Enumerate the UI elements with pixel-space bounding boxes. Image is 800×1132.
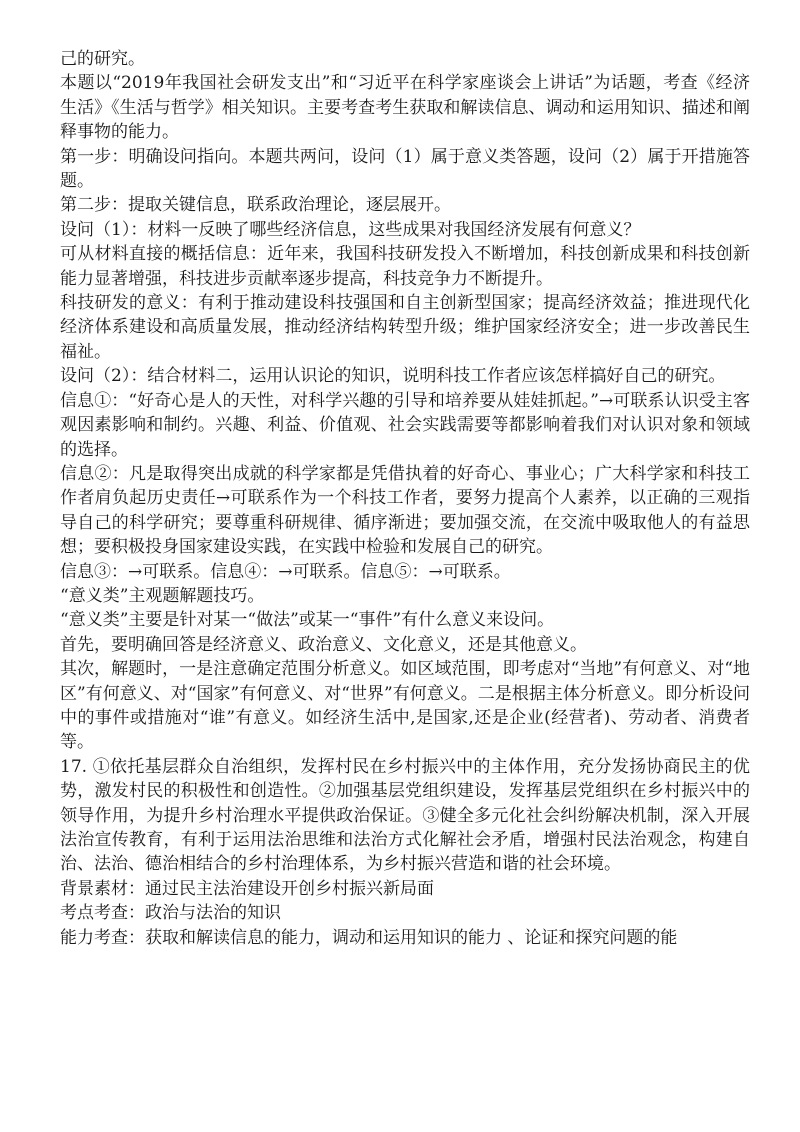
paragraph: 背景素材：通过民主法治建设开创乡村振兴新局面: [60, 878, 434, 899]
paragraph: 科技研发的意义：有利于推动建设科技强国和自主创新型国家；提高经济效益；推进现代化经济体系建设和高质量发展，推动经济结构转型升级；维护国家经济安全；进一步改善民生福祉。: [60, 293, 750, 362]
paragraph: 其次，解题时，一是注意确定范围分析意义。如区域范围，即考虑对“当地”有何意义、对“地区”有何意义、对“国家”有何意义、对“世界”有何意义。二是根据主体分析意义。即分析设问中的事件或措施对“谁”有意义。如经济生活中,是国家,还是企业(经营者)、劳动者、消费者等。: [60, 659, 750, 753]
paragraph: 本题以“2019年我国社会研发支出”和“习近平在科学家座谈会上讲话”为话题，考查《经济生活》《生活与哲学》相关知识。主要考查考生获取和解读信息、调动和运用知识、描述和阐释事物的能力。: [60, 73, 750, 143]
paragraph: 17. ①依托基层群众自治组织，发挥村民在乡村振兴中的主体作用，充分发扬协商民主的优势，激发村民的积极性和创造性。②加强基层党组织建设，发挥基层党组织在乡村振兴中的领导作用，为提升乡村治理水平提供政治保证。③健全多元化社会纠纷解决机制，深入开展法治宣传教育，有利于运用法治思维和法治方式化解社会矛盾，增强村民法治观念，构建自治、法治、德治相结合的乡村治理体系，为乡村振兴营造和谐的社会环境。: [60, 756, 750, 875]
paragraph: 信息①：“好奇心是人的天性，对科学兴趣的引导和培养要从娃娃抓起。”→可联系认识受主客观因素影响和制约。兴趣、利益、价值观、社会实践需要等都影响着我们对认识对象和领域的选择。: [60, 390, 750, 460]
paragraph: “意义类”主要是针对某一“做法”或某一“事件”有什么意义来设问。: [60, 610, 555, 631]
paragraph: “意义类”主观题解题技巧。: [60, 585, 265, 606]
paragraph: 第二步：提取关键信息，联系政治理论，逐层展开。: [60, 195, 451, 216]
paragraph: 能力考查：获取和解读信息的能力，调动和运用知识的能力 、论证和探究问题的能: [60, 927, 678, 948]
paragraph: 设问（1）：材料一反映了哪些经济信息，这些成果对我国经济发展有何意义？: [60, 219, 641, 240]
paragraph: 信息③：→可联系。信息④：→可联系。信息⑤：→可联系。: [60, 561, 511, 582]
document-body: [60, 47, 750, 950]
paragraph: 信息②：凡是取得突出成就的科学家都是凭借执着的好奇心、事业心；广大科学家和科技工作者肩负起历史责任→可联系作为一个科技工作者，要努力提高个人素养，以正确的三观指导自己的科学研究；要尊重科研规律、循序渐进；要加强交流，在交流中吸取他人的有益思想；要积极投身国家建设实践，在实践中检验和发展自己的研究。: [60, 463, 750, 558]
paragraph: 首先，要明确回答是经济意义、政治意义、文化意义，还是其他意义。: [60, 634, 587, 655]
paragraph: 可从材料直接的概括信息：近年来，我国科技研发投入不断增加，科技创新成果和科技创新能力显著增强，科技进步贡献率逐步提高，科技竞争力不断提升。: [60, 244, 750, 289]
paragraph: 考点考查：政治与法治的知识: [60, 903, 281, 924]
paragraph: 第一步：明确设问指向。本题共两问，设问（1）属于意义类答题，设问（2）属于开措施答题。: [60, 146, 750, 192]
paragraph: 设问（2）：结合材料二，运用认识论的知识，说明科技工作者应该怎样搞好自己的研究。: [60, 366, 726, 387]
paragraph: 己的研究。: [60, 49, 145, 69]
